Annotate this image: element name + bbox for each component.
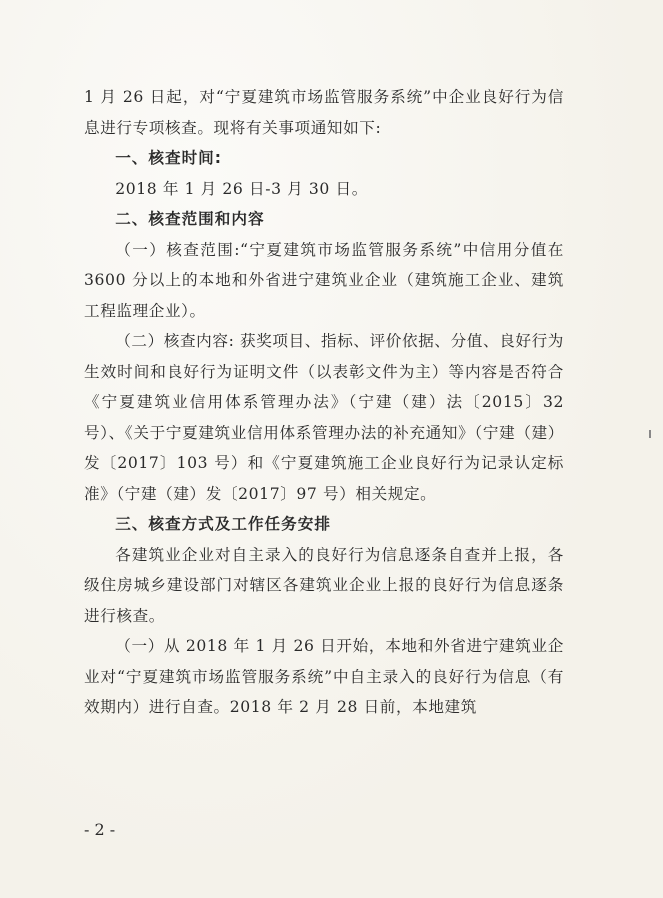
paragraph-method: 各建筑业企业对自主录入的良好行为信息逐条自查并上报，各级住房城乡建设部门对辖区各建筑业企业上报的良好行为信息逐条进行核查。 <box>84 545 564 625</box>
paragraph-scope: （一）核查范围:“宁夏建筑市场监管服务系统”中信用分值在 3600 分以上的本地和外省进宁建筑业企业（建筑施工企业、建筑工程监理企业）。 <box>84 240 564 320</box>
document-body <box>84 82 564 723</box>
heading-method-arrangement: 三、核查方式及工作任务安排 <box>115 515 331 533</box>
paragraph-intro: 1 月 26 日起，对“宁夏建筑市场监管服务系统”中企业良好行为信息进行专项核查。现将有关事项通知如下: <box>84 88 564 137</box>
paragraph-check-time: 2018 年 1 月 26 日-3 月 30 日。 <box>115 179 368 198</box>
paragraph-arrangement-1: （一）从 2018 年 1 月 26 日开始，本地和外省进宁建筑业企业对“宁夏建筑市场监管服务系统”中自主录入的良好行为信息（有效期内）进行自查。2018 年 2 月 28 日前，本地建筑 <box>84 637 564 716</box>
heading-check-time: 一、核查时间: <box>115 149 222 167</box>
paragraph-content: （二）核查内容: 获奖项目、指标、评价依据、分值、良好行为生效时间和良好行为证明文件（以表彰文件为主）等内容是否符合《宁夏建筑业信用体系管理办法》（宁建（建）法〔2015〕32 号）、《关于宁夏建筑业信用体系管理办法的补充通知》（宁建（建）发〔2017〕103 号）和《宁夏建筑施工企业良好行为记录认定标准》（宁建（建）发〔2017〕97 号）相关规定。 <box>84 332 564 503</box>
page-number: - 2 - <box>84 820 116 839</box>
heading-scope-content: 二、核查范围和内容 <box>115 210 265 228</box>
margin-mark <box>649 430 659 438</box>
